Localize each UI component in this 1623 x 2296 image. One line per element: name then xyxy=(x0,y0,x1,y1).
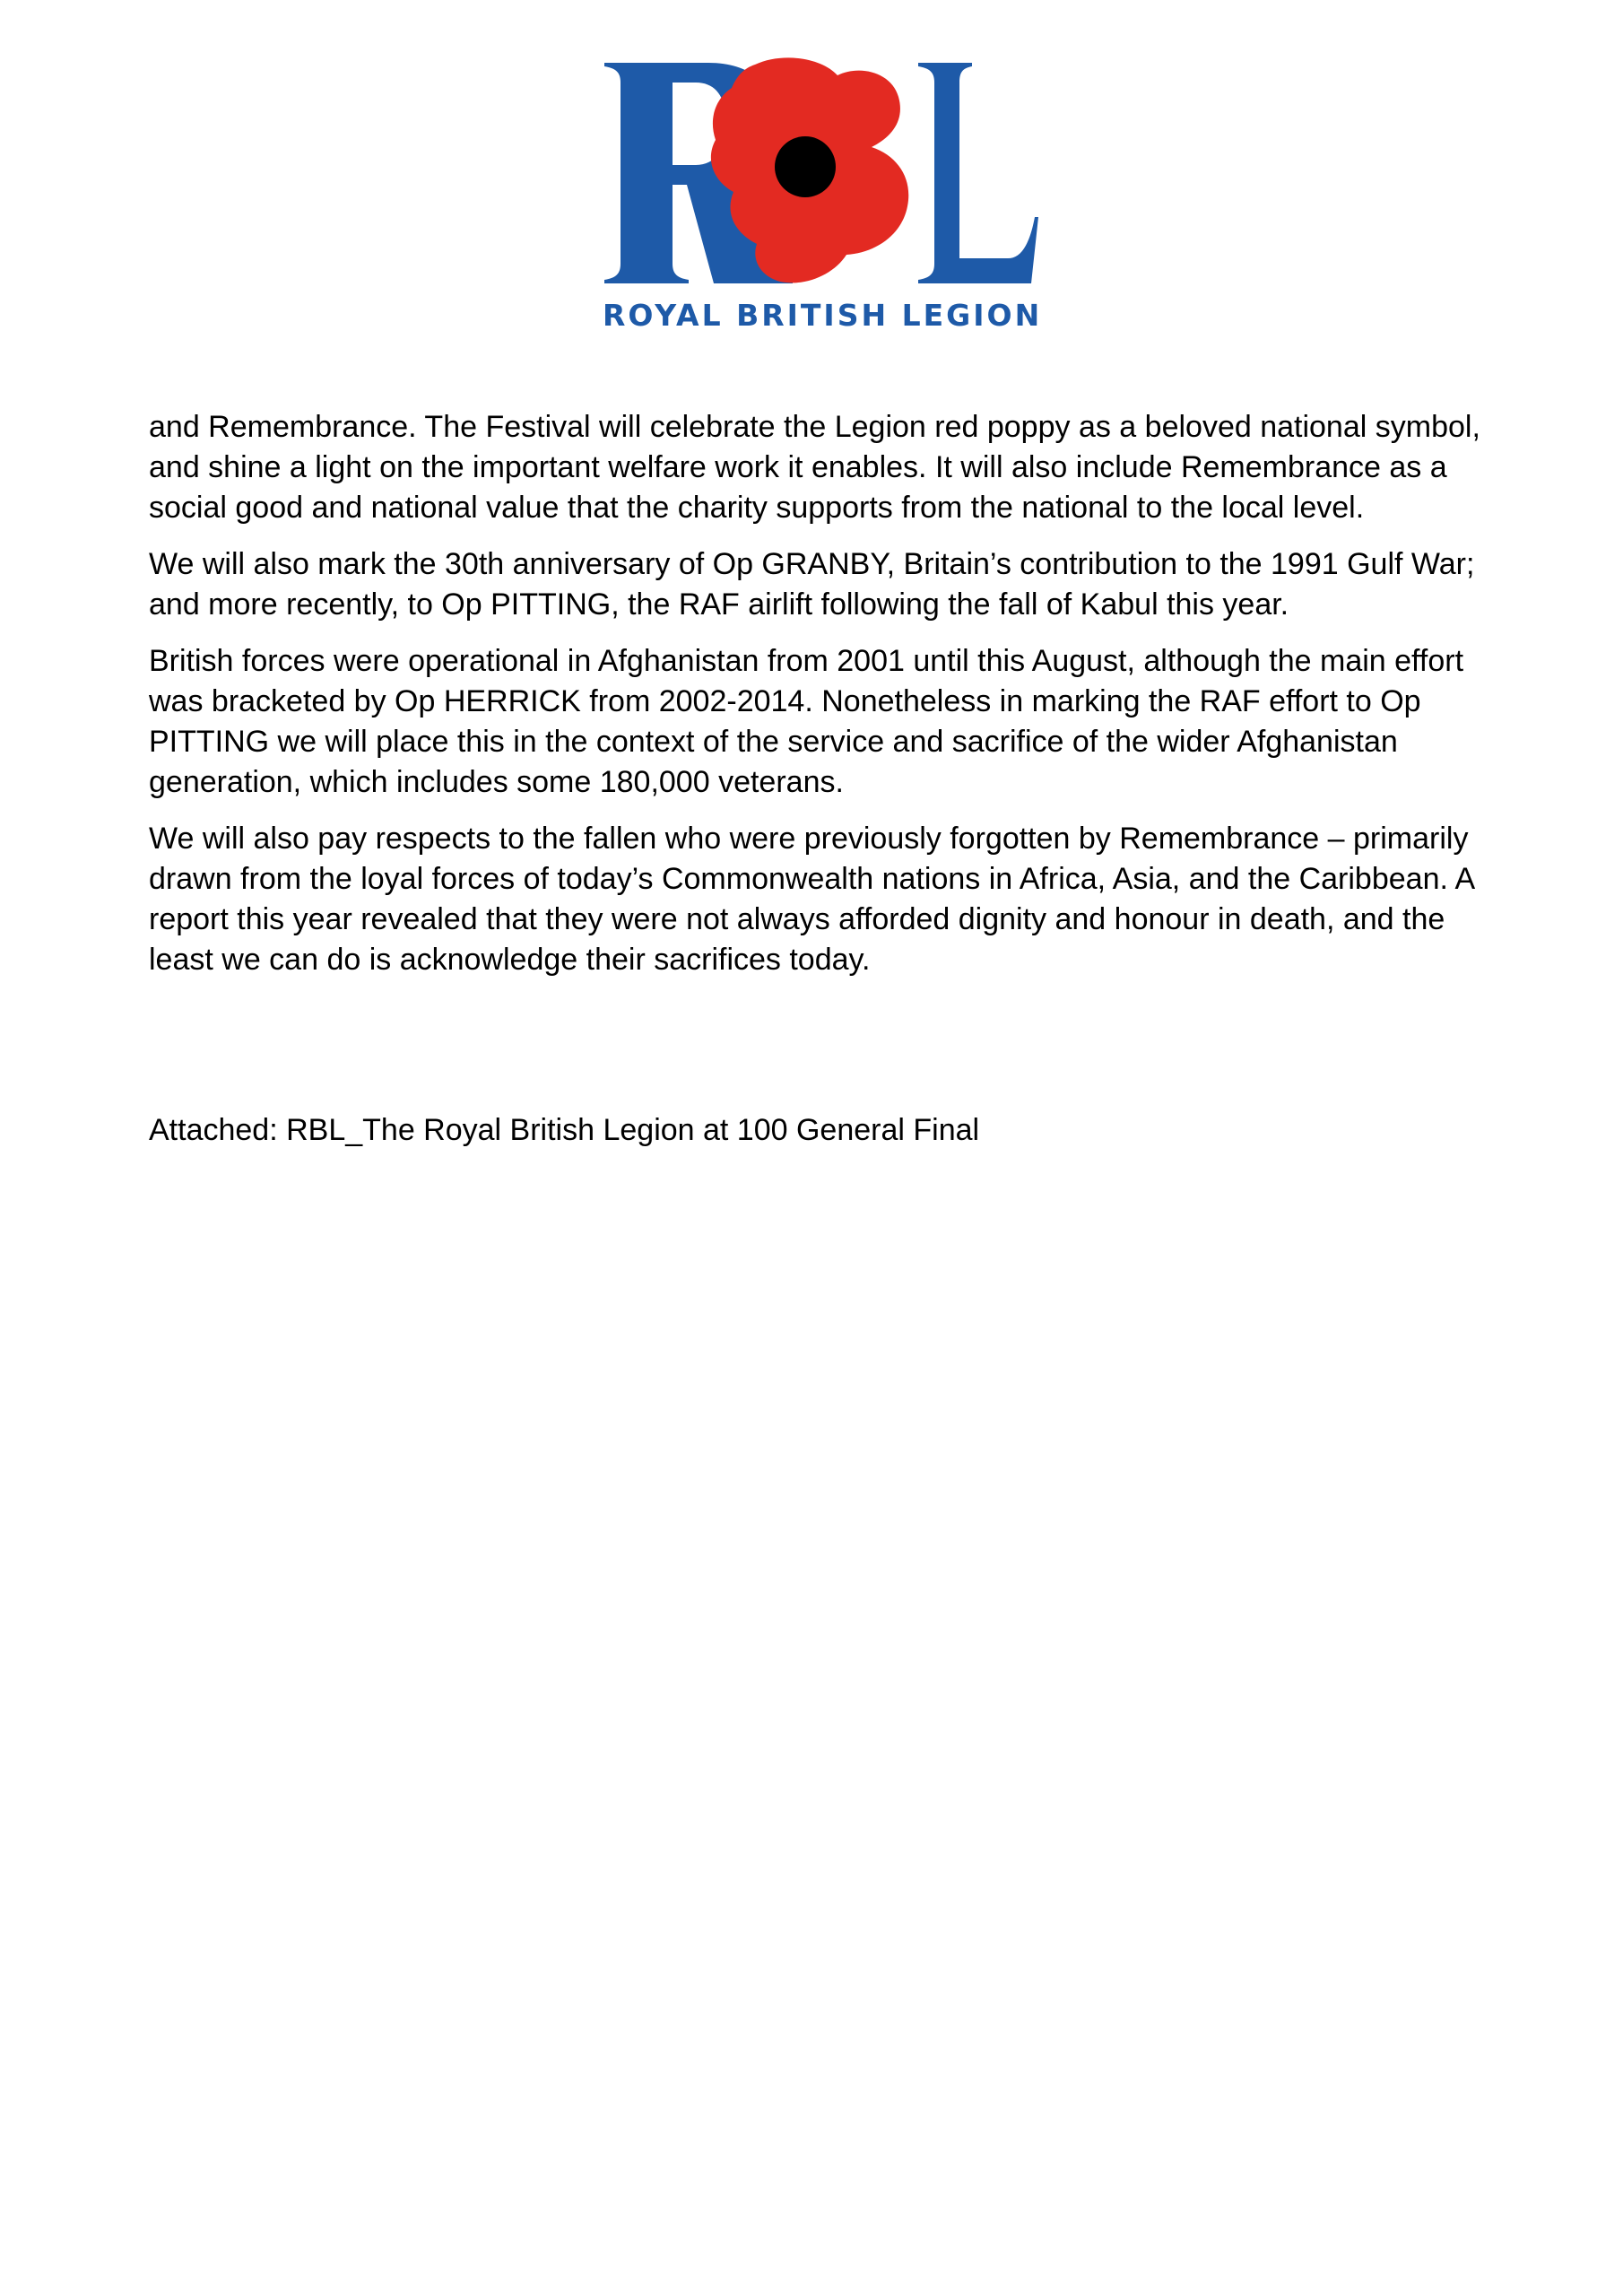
paragraph: We will also pay respects to the fallen who were previously forgotten by Remembrance – primarily drawn from the loyal forces of today’s Commonwealth nations in Africa, Asia, and the Caribbean. A report this year revealed that they were not always afforded dignity and honour in death, and the least we can do is acknowledge their sacrifices today. xyxy=(149,822,1474,977)
logo-caption: ROYAL BRITISH LEGION xyxy=(603,298,1043,333)
rbl-logo xyxy=(603,56,1043,343)
body-text xyxy=(149,407,1485,996)
paragraph: and Remembrance. The Festival will celebrate the Legion red poppy as a beloved national symbol, and shine a light on the important welfare work it enables. It will also include Remembrance as a social good and national value that the charity supports from the national to the local level. xyxy=(149,410,1480,525)
paragraph: We will also mark the 30th anniversary of Op GRANBY, Britain’s contribution to the 1991 Gulf War; and more recently, to Op PITTING, the RAF airlift following the fall of Kabul this year. xyxy=(149,547,1475,622)
rbl-logo-mark xyxy=(603,56,1038,289)
paragraph: British forces were operational in Afghanistan from 2001 until this August, although the main effort was bracketed by Op HERRICK from 2002-2014. Nonetheless in marking the RAF effort to Op PITTING we will place this in the context of the service and sacrifice of the wider Afghanistan generation, which includes some 180,000 veterans. xyxy=(149,644,1464,799)
attachment-line: Attached: RBL_The Royal British Legion at 100 General Final xyxy=(149,1113,980,1147)
